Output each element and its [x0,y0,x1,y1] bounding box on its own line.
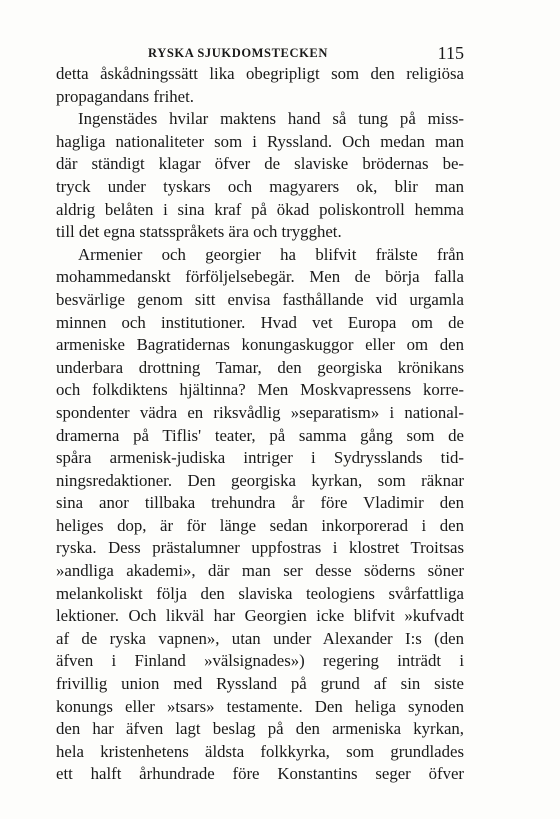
text-line: minnen och institutioner. Hvad vet Europa om de [56,312,464,332]
text-line: ryska. Dess prästalumner uppfostras i klostret Troitsas [56,538,464,558]
body-text [56,63,464,786]
text-line: den har äfven lagt beslag på den armeniska kyrkan, [56,719,464,739]
text-line: besvärlige genom sitt envisa fasthållande vid urgamla [56,289,464,309]
text-line: ningsredaktioner. Den georgiska kyrkan, som räknar [56,470,464,490]
text-line: frivillig union med Ryssland på grund af sin siste [56,674,464,694]
text-line: lektioner. Och likväl har Georgien icke blifvit »kufvadt [56,606,464,626]
text-line: »andliga akademi», där man ser desse söderns söner [56,561,464,581]
text-line: underbara drottning Tamar, den georgiska krönikans [56,357,464,377]
running-head: RYSKA SJUKDOMSTECKEN [148,46,328,60]
text-line: och folkdiktens hjältinna? Men Moskvapressens korre- [56,380,464,400]
page-number: 115 [437,43,464,63]
text-line: propagandans frihet. [56,86,194,106]
text-line: tryck under tyskars och magyarers ok, blir man [56,176,464,196]
text-line: armeniske Bagratidernas konungaskuggor eller om den [56,335,464,355]
text-line: dramerna på Tiflis' teater, på samma gång som de [56,425,464,445]
text-line: af de ryska vapnen», utan under Alexander I:s (den [56,628,464,648]
text-line: spåra armenisk-judiska intriger i Sydrysslands tid- [56,448,464,468]
text-line: aldrig belåten i sina kraf på ökad poliskontroll hemma [56,199,464,219]
text-line: till det egna statsspråkets ära och trygghet. [56,222,342,242]
text-line: hagliga nationaliteter som i Ryssland. Och medan man [56,131,464,151]
text-line: Ingenstädes hvilar maktens hand så tung på miss- [78,109,464,129]
text-line: melankoliskt följa den slaviska teologiens svårfattliga [56,583,464,603]
text-line: spondenter vädra en riksvådlig »separatism» i national- [56,402,464,422]
text-line: detta åskådningssätt lika obegripligt som den religiösa [56,64,464,83]
text-line: heliges dop, är för länge sedan inkorporerad i den [56,515,464,535]
text-line: äfven i Finland »välsignades») regering inträdt i [56,651,464,671]
text-line: där ständigt klagar öfver de slaviske brödernas be- [56,154,464,174]
text-line: konungs eller »tsars» testamente. Den heliga synoden [56,696,464,716]
text-line: hela kristenhetens äldsta folkkyrka, som grundlades [56,741,464,761]
page-header [56,42,464,64]
text-line: ett halft århundrade före Konstantins seger öfver [56,764,464,784]
text-line: Armenier och georgier ha blifvit frälste från [78,244,464,264]
text-line: sina anor tillbaka trehundra år före Vladimir den [56,493,464,513]
text-line: mohammedanskt förföljelsebegär. Men de börja falla [56,267,464,287]
